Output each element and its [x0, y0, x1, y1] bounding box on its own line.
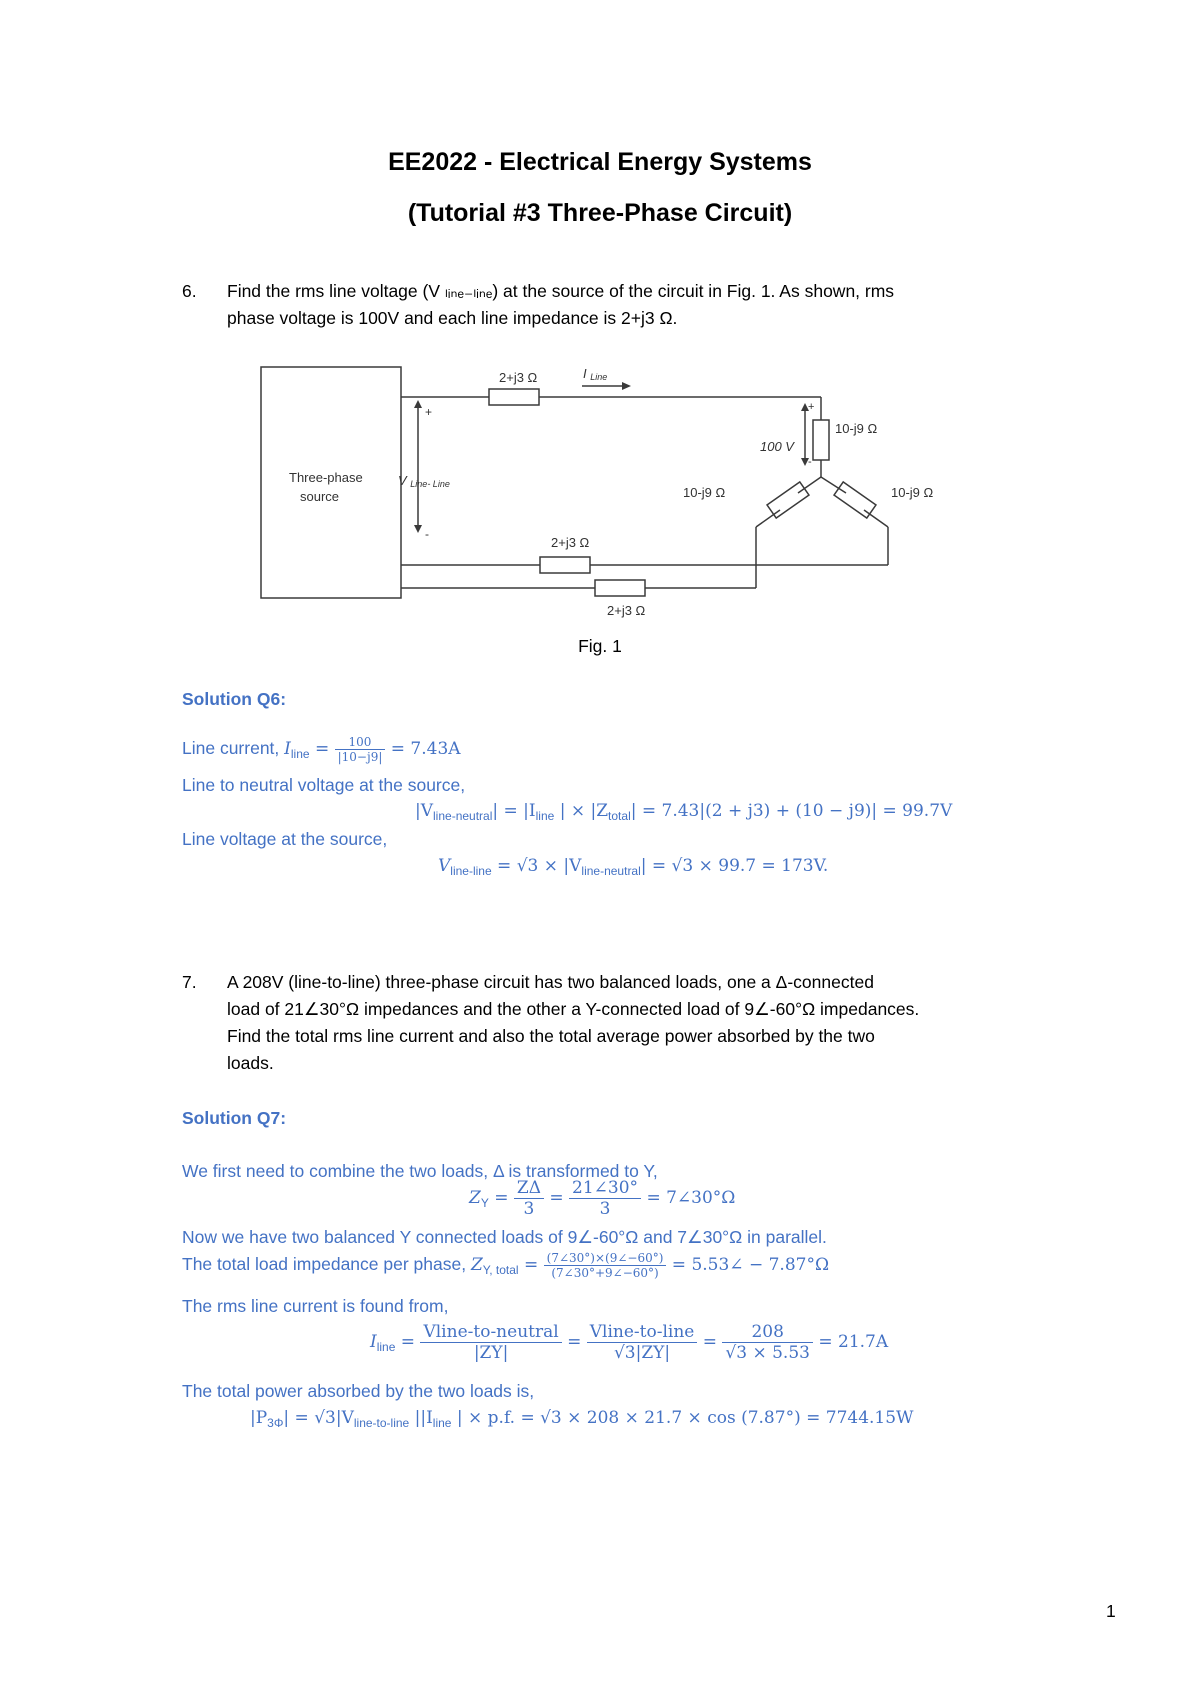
solution-line: The rms line current is found from, [182, 1296, 449, 1316]
question-text-line: load of 21∠30°Ω impedances and the other a Y-connected load of 9∠-60°Ω impedances. [227, 999, 920, 1019]
equation: $Z_Y$ = $\frac{Z\Delta}{3}$ = $\frac{21\angle 30^\circ}{3}$ = 7∠30°Ω [469, 1178, 736, 1219]
phase-voltage-label: 100 V [760, 439, 794, 454]
impedance-label: 2+j3 Ω [551, 535, 590, 550]
source-label: Three-phase [289, 470, 363, 485]
question-text-line: Find the total rms line current and also the total average power absorbed by the two [227, 1026, 875, 1046]
current-label: I Line [583, 366, 608, 382]
fraction: $\frac{100}{|10-j9|}$ [335, 735, 386, 764]
solution-line: The total load impedance per phase, $Z_{Y, total}$ = $\frac{(7\angle 30^\circ)\times(9\angle-60^\circ)}{(7\angle 30^\circ+9\angle-60^\circ)}$ = 5.53∠ − 7.87°Ω [182, 1251, 830, 1280]
impedance-label: 2+j3 Ω [607, 603, 646, 618]
voltage-label: V Line- Line [398, 473, 450, 489]
load-resistor-left [767, 482, 809, 518]
fraction: $\frac{\text{Vline-to-line}}{√3|ZY|}$ [587, 1322, 698, 1363]
fraction: $\frac{(7\angle 30^\circ)\times(9\angle-60^\circ)}{(7\angle 30^\circ+9\angle-60^\circ)}$ [544, 1251, 667, 1280]
line-impedance-resistor [540, 557, 590, 573]
load-label: 10-j9 Ω [891, 485, 934, 500]
page-number: 1 [1106, 1601, 1116, 1621]
minus-sign: - [425, 527, 429, 541]
document-title: EE2022 - Electrical Energy Systems [388, 148, 812, 176]
minus-sign: - [808, 456, 812, 468]
fraction: $\frac{\text{Vline-to-neutral}}{|ZY|}$ [420, 1322, 561, 1363]
circuit-diagram [250, 360, 950, 630]
solution-line: Line current, $I_{line}$ = $\frac{100}{|10-j9|}$ = 7.43A [182, 735, 461, 764]
plus-sign: + [425, 405, 433, 419]
load-resistor-top [813, 420, 829, 460]
fraction: $\frac{21\angle 30^\circ}{3}$ [569, 1178, 641, 1219]
line-impedance-resistor [489, 389, 539, 405]
solution-heading: Solution Q6: [182, 689, 287, 709]
question-number: 6. [182, 281, 197, 301]
plus-sign: + [808, 401, 815, 413]
solution-line: We first need to combine the two loads, Δ is transformed to Y, [182, 1161, 658, 1181]
load-label: 10-j9 Ω [683, 485, 726, 500]
source-label: source [300, 489, 340, 504]
equation: $|V_{line-neutral}| = |I_{line}$ | × $|Z_{total}| = 7.43|(2 + j3) + (10 - j9)| = 99.7V$ [415, 801, 953, 823]
solution-line: Line voltage at the source, [182, 829, 388, 849]
solution-line: Now we have two balanced Y connected loads of 9∠-60°Ω and 7∠30°Ω in parallel. [182, 1227, 827, 1247]
impedance-label: 2+j3 Ω [499, 370, 538, 385]
equation: $I_{line}$ = $\frac{\text{Vline-to-neutral}}{|ZY|}$ = $\frac{\text{Vline-to-line}}{√3|ZY|}$ = $\frac{208}{√3 \times 5.53}$ = 21.7A [370, 1322, 889, 1363]
question-text-line: A 208V (line-to-line) three-phase circuit has two balanced loads, one a Δ-connected [227, 972, 874, 992]
load-label: 10-j9 Ω [835, 421, 878, 436]
fraction: $\frac{208}{√3 \times 5.53}$ [722, 1322, 813, 1363]
question-text-line: Find the rms line voltage (V ₗᵢₙₑ₋ₗᵢₙₑ) at the source of the circuit in Fig. 1. As shown, rms [227, 281, 895, 301]
solution-line: The total power absorbed by the two loads is, [182, 1381, 535, 1401]
fraction: $\frac{Z\Delta}{3}$ [514, 1178, 544, 1219]
figure-caption: Fig. 1 [578, 636, 622, 656]
equation: $|P_{3\Phi}| = √3|V_{line-to-line}$ $||I_{line}$ | × p.f. = √3 × 208 × 21.7 × cos (7.87°) = 7744.15W [250, 1408, 914, 1430]
question-text-line: loads. [227, 1053, 274, 1073]
solution-line: Line to neutral voltage at the source, [182, 775, 466, 795]
load-resistor-right [834, 482, 876, 518]
question-number: 7. [182, 972, 197, 992]
question-6 [0, 278, 1200, 338]
question-text-line: phase voltage is 100V and each line impedance is 2+j3 Ω. [227, 308, 678, 328]
document-subtitle: (Tutorial #3 Three-Phase Circuit) [407, 199, 793, 227]
line-impedance-resistor [595, 580, 645, 596]
question-7 [0, 969, 1200, 1079]
equation: $V_{line-line} = √3 \times |V_{line-neutral}| = √3 \times 99.7 = 173V$. [438, 856, 829, 878]
solution-heading: Solution Q7: [182, 1108, 287, 1128]
